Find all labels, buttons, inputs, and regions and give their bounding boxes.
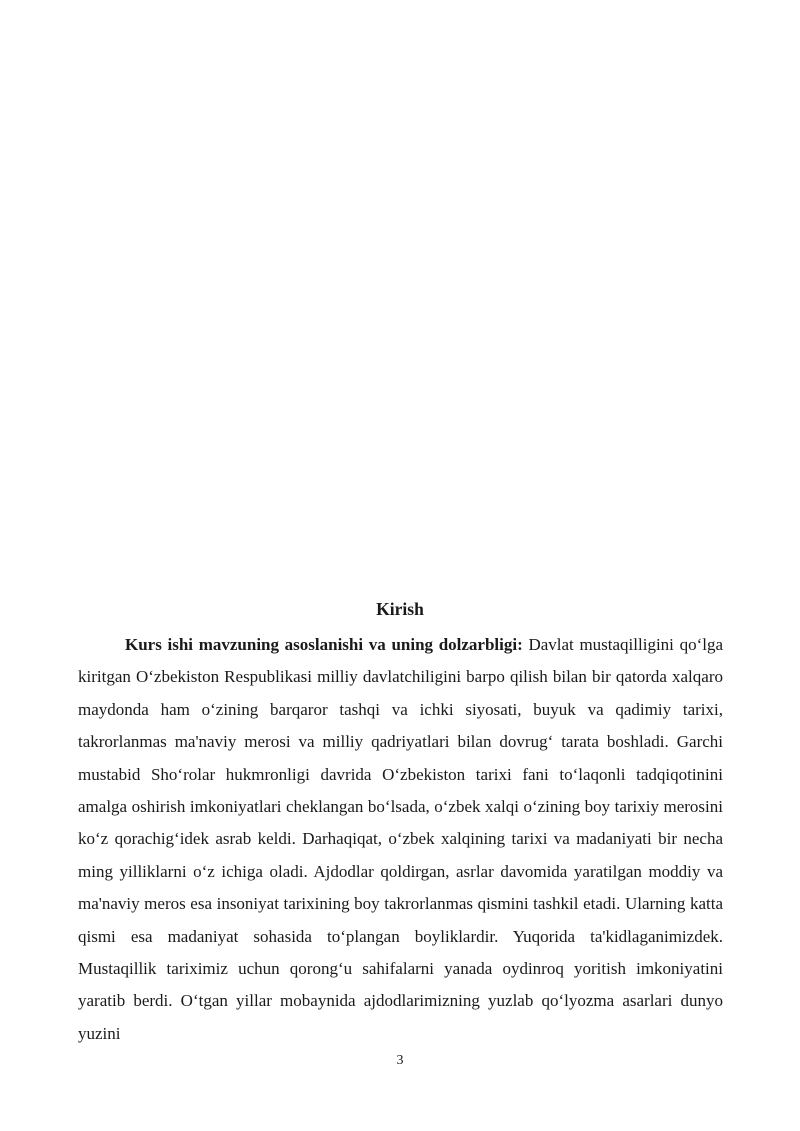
paragraph-lead: Kurs ishi mavzuning asoslanishi va uning dolzarbligi: — [125, 635, 523, 654]
paragraph — [78, 629, 723, 1049]
body-text — [78, 629, 723, 1049]
paragraph-text: Davlat mustaqilligini qo‘lga kiritgan O‘zbekiston Respublikasi milliy davlatchiligini barpo qilish bilan bir qatorda xalqaro maydonda ham o‘zining barqaror tashqi va ichki siyosati, buyuk va qadimiy tarixi, takrorlanmas ma'naviy merosi va milliy qadriyatlari bilan dovrug‘ tarata boshladi. Garchi mustabid Sho‘rolar hukmronligi davrida O‘zbekiston tarixi fani to‘laqonli tadqiqotinini amalga oshirish imkoniyatlari cheklangan bo‘lsada, o‘zbek xalqi o‘zining boy tarixiy merosini ko‘z qorachig‘idek asrab keldi. Darhaqiqat, o‘zbek xalqining tarixi va madaniyati bir necha ming yilliklarni o‘z ichiga oladi. Ajdodlar qoldirgan, asrlar davomida yaratilgan moddiy va ma'naviy meros esa insoniyat tarixining boy takrorlanmas qismini tashkil etadi. Ularning katta qismi esa madaniyat sohasida to‘plangan boyliklardir. Yuqorida ta'kidlaganimizdek. Mustaqillik tariximiz uchun qorong‘u sahifalarni yanada oydinroq yoritish imkoniyatini yaratib berdi. O‘tgan yillar mobaynida ajdodlarimizning yuzlab qo‘lyozma asarlari dunyo yuzini — [78, 635, 723, 1043]
page-number: 3 — [396, 1053, 404, 1068]
section-heading: Kirish — [376, 599, 424, 619]
